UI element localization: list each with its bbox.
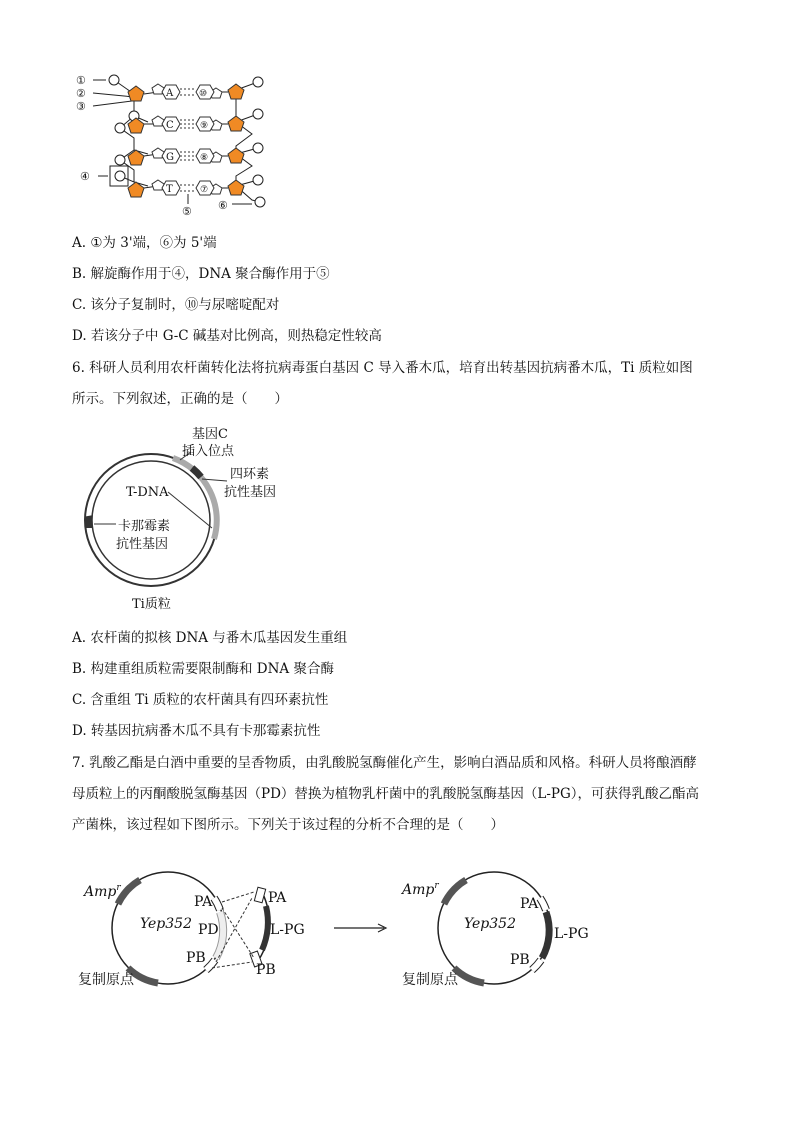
- q7-stem-line-3: 产菌株，该过程如下图所示。下列关于该过程的分析不合理的是（ ）: [72, 817, 504, 833]
- lpg-label-donor: L-PG: [270, 922, 305, 938]
- base-c: C: [166, 120, 174, 131]
- base-10: ⑩: [199, 89, 208, 99]
- kanamycin-label-2: 抗性基因: [116, 537, 169, 552]
- label-2: ②: [76, 87, 86, 100]
- label-3: ③: [76, 100, 86, 113]
- tetracycline-label-2: 抗性基因: [224, 485, 277, 500]
- q6-stem-line-1: 6. 科研人员利用农杆菌转化法将抗病毒蛋白基因 C 导入番木瓜，培育出转基因抗病番木瓜，Ti 质粒如图: [72, 360, 693, 376]
- pb-label-right: PB: [510, 952, 530, 968]
- tetracycline-label-1: 四环素: [230, 467, 270, 482]
- base-7: ⑦: [200, 185, 209, 195]
- q5-option-d: D. 若该分子中 G-C 碱基对比例高，则热稳定性较高: [72, 328, 382, 344]
- base-g: G: [166, 152, 174, 163]
- amp-label-right: Amp$^r$: [402, 881, 439, 898]
- pb-label-left: PB: [186, 950, 206, 966]
- gene-c-label: 基因C: [192, 427, 228, 442]
- q7-stem-line-2: 母质粒上的丙酮酸脱氢酶基因（PD）替换为植物乳杆菌中的乳酸脱氢酶基因（L-PG），可获得乳酸乙酯高: [72, 786, 700, 802]
- pa-label-donor: PA: [268, 890, 287, 906]
- t-dna-label: T-DNA: [126, 485, 169, 500]
- pa-label-left: PA: [194, 894, 213, 910]
- label-5: ⑤: [182, 205, 192, 218]
- yep352-label-right: Yep352: [464, 916, 516, 932]
- ori-label-left: 复制原点: [78, 972, 134, 988]
- dna-structure-figure: [76, 70, 276, 218]
- lpg-label-right: L-PG: [554, 926, 589, 942]
- base-t: T: [166, 184, 173, 195]
- pb-label-donor: PB: [256, 962, 276, 978]
- q5-option-b: B. 解旋酶作用于④，DNA 聚合酶作用于⑤: [72, 266, 330, 282]
- ti-plasmid-caption: Ti质粒: [132, 597, 171, 612]
- label-1: ①: [76, 74, 86, 87]
- ti-plasmid-figure: [80, 420, 300, 616]
- pa-label-right: PA: [520, 896, 539, 912]
- yep352-label-left: Yep352: [140, 916, 192, 932]
- q6-option-b: B. 构建重组质粒需要限制酶和 DNA 聚合酶: [72, 661, 334, 677]
- ori-label-right: 复制原点: [402, 972, 458, 988]
- base-9: ⑨: [200, 121, 209, 131]
- q6-option-c: C. 含重组 Ti 质粒的农杆菌具有四环素抗性: [72, 692, 329, 708]
- amp-label-left: Amp$^r$: [84, 883, 121, 900]
- q7-stem-line-1: 7. 乳酸乙酯是白酒中重要的呈香物质，由乳酸脱氢酶催化产生，影响白酒品质和风格。科研人员将酿酒酵: [72, 755, 697, 771]
- q6-option-d: D. 转基因抗病番木瓜不具有卡那霉素抗性: [72, 723, 321, 739]
- pd-label: PD: [198, 922, 219, 938]
- kanamycin-label-1: 卡那霉素: [118, 519, 171, 534]
- q6-option-a: A. 农杆菌的拟核 DNA 与番木瓜基因发生重组: [72, 630, 348, 646]
- insertion-site-label: 插入位点: [182, 444, 235, 459]
- q6-stem-line-2: 所示。下列叙述，正确的是（ ）: [72, 391, 288, 407]
- label-6: ⑥: [218, 199, 228, 212]
- transform-arrow: [334, 924, 386, 932]
- base-8: ⑧: [200, 153, 209, 163]
- q5-option-c: C. 该分子复制时，⑩与尿嘧啶配对: [72, 297, 280, 313]
- plasmid-replacement-figure: [76, 862, 606, 996]
- base-a: A: [166, 88, 174, 99]
- q5-option-a: A. ①为 3'端，⑥为 5'端: [72, 235, 217, 251]
- label-4: ④: [80, 170, 90, 183]
